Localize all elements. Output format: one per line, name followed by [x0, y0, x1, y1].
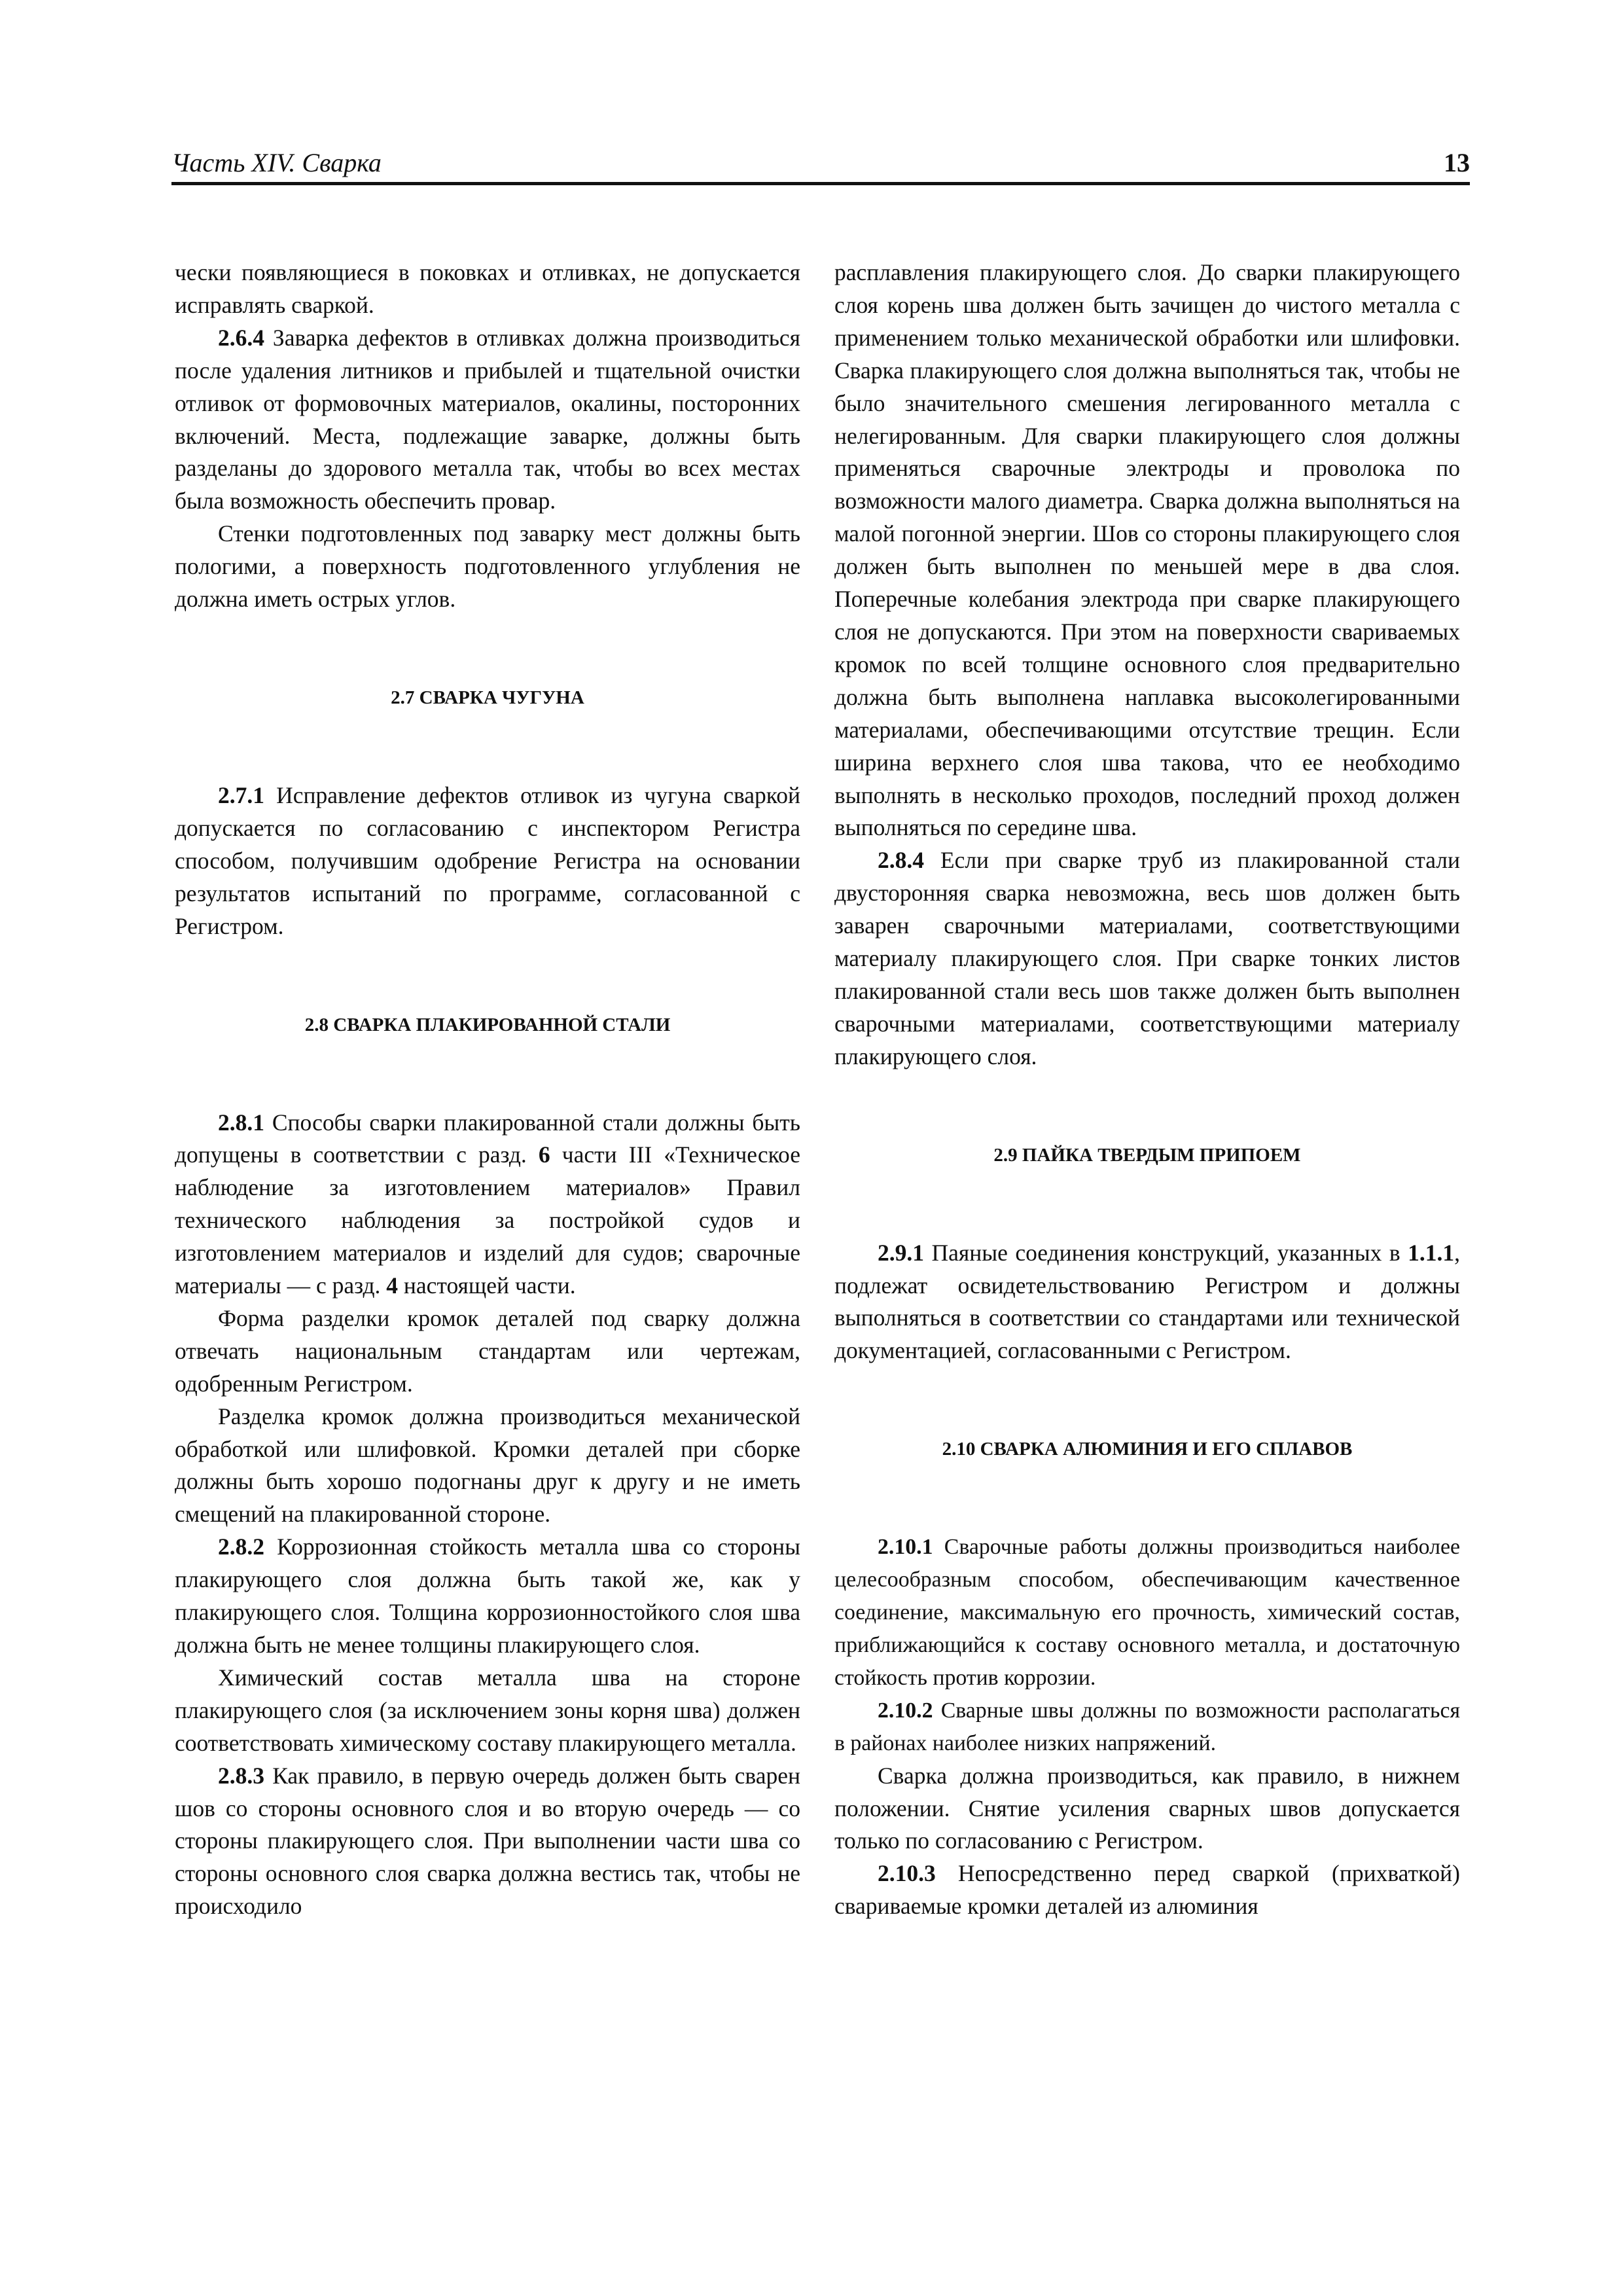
clause-number: 2.10.2	[878, 1698, 933, 1723]
paragraph-2-10-1: 2.10.1 Сварочные работы должны производиться наиболее целесообразным способом, обеспечивающим качественное соединение, максимальную его прочность, химический состав, приближающийся к составу основного металла, и достаточную стойкость против коррозии.	[834, 1535, 1460, 1690]
clause-number: 2.6.4	[218, 324, 264, 351]
section-heading-2-9: 2.9 ПАЙКА ТВЕРДЫМ ПРИПОЕМ	[993, 1144, 1301, 1166]
paragraph-2-8-3: 2.8.3 Как правило, в первую очередь должен быть сварен шов со стороны основного слоя и во вторую очередь — со стороны плакирующего слоя. При выполнении части шва со стороны основного слоя сварка должна вестись так, чтобы не происходило	[175, 1762, 800, 1920]
running-title: Часть XIV. Сварка	[171, 148, 382, 177]
section-reference: 6	[538, 1141, 550, 1168]
paragraph-edge-prep: Разделка кромок должна производиться механической обработкой или шлифовкой. Кромки деталей при сборке должны быть хорошо подогнаны друг к другу и не иметь смещений на плакированной стороне.	[175, 1403, 800, 1528]
section-heading-2-7: 2.7 СВАРКА ЧУГУНА	[391, 687, 584, 708]
paragraph-2-10-3: 2.10.3 Непосредственно перед сваркой (прихваткой) свариваемые кромки деталей из алюминия	[834, 1860, 1460, 1920]
section-heading-2-10: 2.10 СВАРКА АЛЮМИНИЯ И ЕГО СПЛАВОВ	[942, 1439, 1353, 1460]
clause-number: 2.9.1	[878, 1239, 924, 1266]
section-reference: 4	[386, 1272, 399, 1299]
paragraph-2-8-1: 2.8.1 Способы сварки плакированной стали должны быть допущены в соответствии с разд. 6 части III «Техническое наблюдение за изготовлением материалов» Правил технического наблюдения за постройкой судов и изготовлением материалов и изделий для судов; сварочные материалы — с разд. 4 настоящей части.	[175, 1109, 800, 1299]
left-column	[175, 257, 800, 1923]
clause-number: 2.8.4	[878, 847, 924, 874]
clause-number: 2.7.1	[218, 781, 264, 808]
paragraph-2-8-4: 2.8.4 Если при сварке труб из плакированной стали двусторонняя сварка невозможна, весь шов должен быть заварен сварочными материалами, соответствующими материалу плакирующего слоя. При сварке тонких листов плакированной стали весь шов также должен быть выполнен сварочными материалами, соответствующими материалу плакирующего слоя.	[834, 847, 1460, 1069]
page-number: 13	[1444, 148, 1470, 177]
section-heading-2-8: 2.8 СВАРКА ПЛАКИРОВАННОЙ СТАЛИ	[304, 1014, 671, 1035]
paragraph-2-10-2: 2.10.2 Сварные швы должны по возможности располагаться в районах наиболее низких напряжений.	[834, 1698, 1460, 1755]
paragraph-2-9-1: 2.9.1 Паяные соединения конструкций, указанных в 1.1.1, подлежат освидетельствованию Регистром и должны выполняться в соответствии со стандартами или технической документацией, согласованными с Регистром.	[834, 1239, 1460, 1364]
section-reference: 1.1.1	[1408, 1239, 1455, 1266]
right-column	[834, 257, 1460, 1923]
paragraph-chem-composition: Химический состав металла шва на стороне плакирующего слоя (за исключением зоны корня шва) должен соответствовать химическому составу плакирующего металла.	[175, 1664, 800, 1756]
clause-number: 2.8.1	[218, 1109, 264, 1136]
clause-number: 2.10.3	[878, 1860, 936, 1887]
paragraph-welding-position: Сварка должна производиться, как правило, в нижнем положении. Снятие усиления сварных швов допускается только по согласованию с Регистром.	[834, 1762, 1460, 1854]
clause-number: 2.8.2	[218, 1534, 264, 1560]
clause-number: 2.8.3	[218, 1762, 264, 1789]
paragraph-walls: Стенки подготовленных под заварку мест должны быть пологими, а поверхность подготовленного углубления не должна иметь острых углов.	[175, 520, 800, 613]
paragraph-edge-form: Форма разделки кромок деталей под сварку должна отвечать национальным стандартам или чертежам, одобренным Регистром.	[175, 1304, 800, 1397]
paragraph-2-6-4: 2.6.4 Заварка дефектов в отливках должна производиться после удаления литников и прибылей и тщательной очистки отливок от формовочных материалов, окалины, посторонних включений. Места, подлежащие заварке, должны быть разделаны до здорового металла так, чтобы во всех местах была возможность обеспечить провар.	[175, 324, 800, 514]
clause-number: 2.10.1	[878, 1535, 933, 1560]
paragraph-2-8-2: 2.8.2 Коррозионная стойкость металла шва со стороны плакирующего слоя должна быть такой же, как у плакирующего слоя. Толщина коррозионностойкого слоя шва должна быть не менее толщины плакирующего слоя.	[175, 1534, 800, 1658]
page-header	[171, 143, 1470, 185]
paragraph-continuation: расплавления плакирующего слоя. До сварки плакирующего слоя корень шва должен быть зачищен до чистого металла с применением только механической обработки или шлифовки. Сварка плакирующего слоя должна выполняться так, чтобы не было значительного смешения легированного металла с нелегированным. Для сварки плакирующего слоя должны применяться сварочные электроды и проволока по возможности малого диаметра. Сварка должна выполняться на малой погонной энергии. Шов со стороны плакирующего слоя должен быть выполнен по меньшей мере в два слоя. Поперечные колебания электрода при сварке плакирующего слоя не допускаются. При этом на поверхности свариваемых кромок по всей толщине основного слоя предварительно должна быть выполнена наплавка высоколегированными материалами, обеспечивающими отсутствие трещин. Если ширина верхнего слоя шва такова, что ее необходимо выполнять в несколько проходов, последний проход должен выполняться по середине шва.	[834, 259, 1460, 841]
paragraph-continuation: чески появляющиеся в поковках и отливках, не допускается исправлять сваркой.	[175, 259, 800, 318]
paragraph-2-7-1: 2.7.1 Исправление дефектов отливок из чугуна сваркой допускается по согласованию с инспектором Регистра способом, получившим одобрение Регистра на основании результатов испытаний по программе, согласованной с Регистром.	[175, 781, 800, 939]
